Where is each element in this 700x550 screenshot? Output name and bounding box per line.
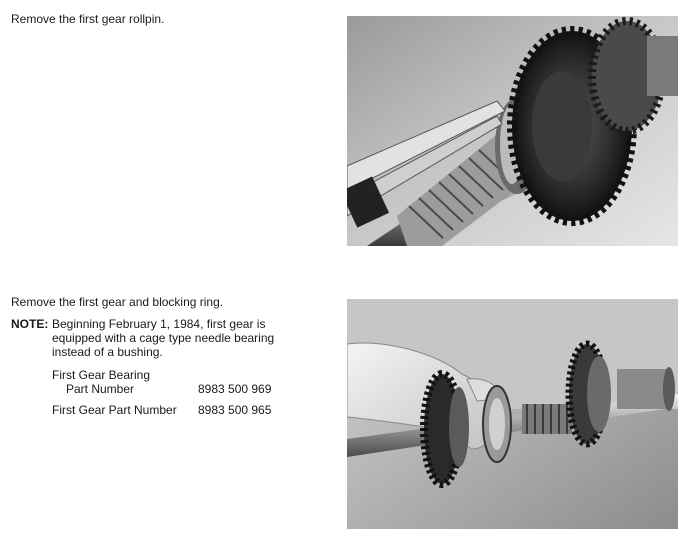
step1-instruction: Remove the first gear rollpin. — [11, 12, 165, 26]
step2-instruction: Remove the first gear and blocking ring. — [11, 295, 224, 309]
note-body — [52, 317, 274, 359]
bearing-label-line2: Part Number — [66, 382, 135, 396]
bearing-label-line1: First Gear Bearing — [52, 368, 151, 382]
note-label: NOTE: — [11, 317, 49, 331]
gear-part-number: 8983 500 965 — [198, 403, 272, 417]
gear-removal-photo — [347, 299, 678, 529]
gear-part-label: First Gear Part Number — [52, 403, 177, 417]
rollpin-removal-photo — [347, 16, 678, 246]
note-line-3: instead of a bushing. — [52, 345, 163, 359]
bearing-part-number: 8983 500 969 — [198, 382, 272, 396]
note-line-2: equipped with a cage type needle bearing — [52, 331, 275, 345]
note-line-1: Beginning February 1, 1984, first gear is — [52, 317, 266, 331]
